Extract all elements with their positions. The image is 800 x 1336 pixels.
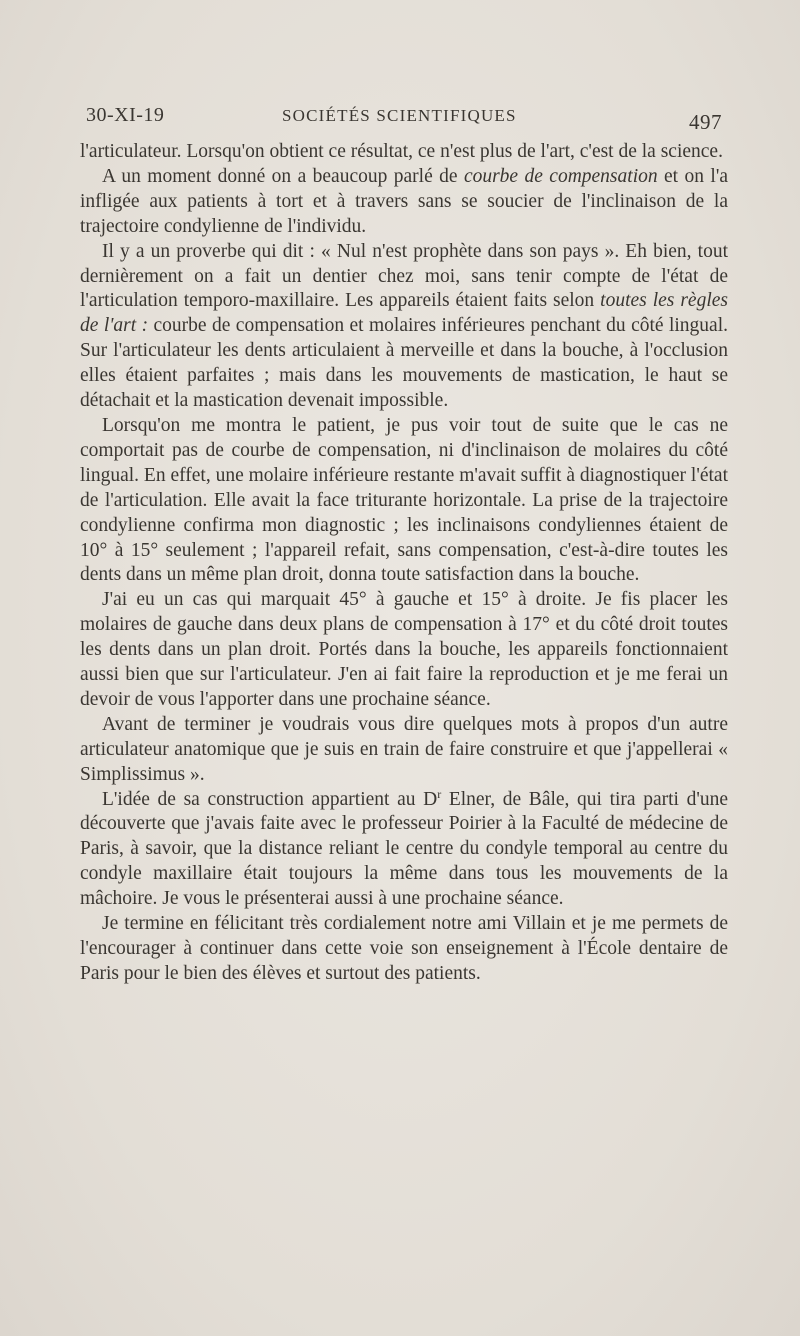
page-number: 497 bbox=[689, 110, 722, 134]
paragraph-2: A un moment donné on a beaucoup parlé de courbe de compensation et on l'a infligée aux patients à tort et à travers sans se soucier de l'inclinaison de la trajectoire condylienne de l'individu. bbox=[80, 165, 728, 237]
paragraph-8: Je termine en félicitant très cordialement notre ami Villain et je me permets de l'encourager à continuer dans cette voie son enseignement à l'École dentaire de Paris pour le bien des élèves et surtout des patients. bbox=[80, 913, 728, 984]
paragraph-1: l'articulateur. Lorsqu'on obtient ce résultat, ce n'est plus de l'art, c'est de la science. bbox=[80, 141, 723, 162]
paragraph-3: Il y a un proverbe qui dit : « Nul n'est prophète dans son pays ». Eh bien, tout dernièrement on a fait un dentier chez moi, sans tenir compte de l'état de l'articulation temporo-maxillaire. Les appareils étaient faits selon toutes les règles de l'art : courbe de compensation et molaires inférieures penchant du côté lingual. Sur l'articulateur les dents articulaient à merveille et dans la bouche, à l'occlusion elles étaient parfaites ; mais dans les mouvements de mastication, le haut se détachait et la mastication devenait impossible. bbox=[80, 240, 728, 412]
header-date: 30-XI-19 bbox=[86, 104, 165, 126]
header-section-title: SOCIÉTÉS SCIENTIFIQUES bbox=[282, 106, 517, 125]
running-header bbox=[86, 104, 722, 136]
article-body bbox=[80, 140, 728, 987]
paragraph-5: J'ai eu un cas qui marquait 45° à gauche et 15° à droite. Je fis placer les molaires de gauche dans deux plans de compensation à 17° et du côté droit toutes les dents dans un plan droit. Portés dans la bouche, les appareils fonctionnaient aussi bien que sur l'articulateur. J'en ai fait faire la reproduction et je me ferai un devoir de vous l'apporter dans une prochaine séance. bbox=[80, 589, 728, 710]
paragraph-7: L'idée de sa construction appartient au $D^r$ Elner, de Bâle, qui tira parti d'une découverte que j'avais faite avec le professeur Poirier à la Faculté de médecine de Paris, à savoir, que la distance reliant le centre du condyle temporal au centre du condyle maxillaire était toujours la même dans tous les mouvements de la mâchoire. Je vous le présenterai aussi à une prochaine séance. bbox=[80, 786, 728, 910]
paragraph-4: Lorsqu'on me montra le patient, je pus voir tout de suite que le cas ne comportait pas de courbe de compensation, ni d'inclinaison de molaires du côté lingual. En effet, une molaire inférieure restante m'avait suffit à diagnostiquer l'état de l'articulation. Elle avait la face triturante horizontale. La prise de la trajectoire condylienne confirma mon diagnostic ; les inclinaisons condyliennes étaient de 10° à 15° seulement ; l'appareil refait, sans compensation, c'est-à-dire toutes les dents dans un même plan droit, donna toute satisfaction dans la bouche. bbox=[80, 414, 728, 586]
paragraph-6: Avant de terminer je voudrais vous dire quelques mots à propos d'un autre articulateur anatomique que je suis en train de faire construire et que j'appellerai « Simplissimus ». bbox=[80, 713, 728, 785]
